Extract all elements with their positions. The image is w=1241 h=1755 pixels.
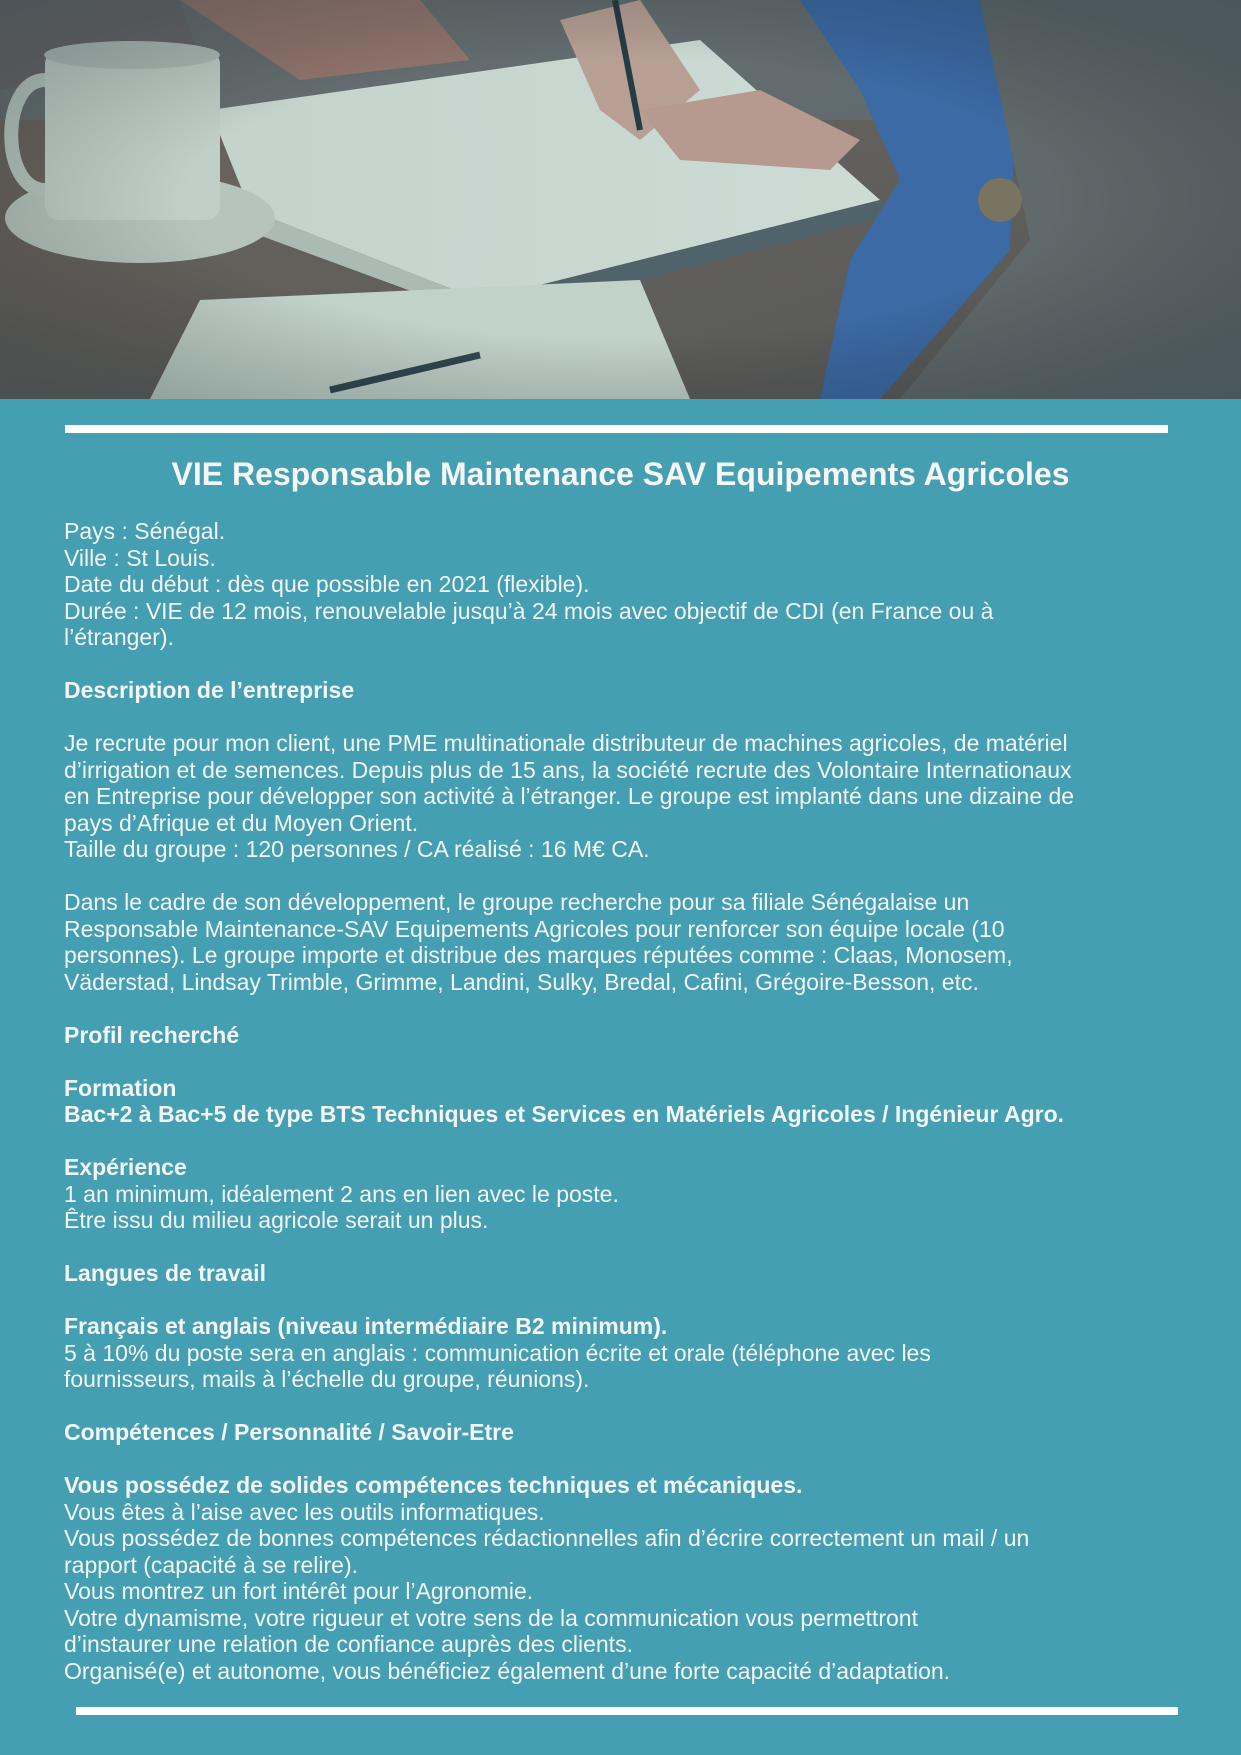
competences-line: Organisé(e) et autonome, vous bénéficiez également d’une forte capacité d’adaptation.: [64, 1657, 951, 1684]
job-description: [64, 518, 1174, 1684]
competences-line: Votre dynamisme, votre rigueur et votre sens de la communication vous permettront: [64, 1604, 918, 1631]
competences-line: Vous êtes à l’aise avec les outils informatiques.: [64, 1498, 545, 1525]
competences-line: d’instaurer une relation de confiance auprès des clients.: [64, 1631, 633, 1657]
competences-line: Vous montrez un fort intérêt pour l’Agronomie.: [64, 1578, 534, 1604]
description-line: d’irrigation et de semences. Depuis plus de 15 ans, la société recrute des Volontaire Internationaux: [64, 756, 1072, 783]
experience-line: Être issu du milieu agricole serait un plus.: [64, 1207, 489, 1233]
subheading-experience: Expérience: [64, 1154, 187, 1180]
section-heading-langues: Langues de travail: [64, 1260, 266, 1286]
section-heading-competences: Compétences / Personnalité / Savoir-Etre: [64, 1419, 514, 1445]
description-line: personnes). Le groupe importe et distribue des marques réputées comme : Claas, Monosem,: [64, 942, 1013, 968]
langues-line: 5 à 10% du poste sera en anglais : communication écrite et orale (téléphone avec les: [64, 1339, 931, 1366]
section-heading-profil: Profil recherché: [64, 1021, 240, 1048]
top-divider: [65, 425, 1168, 433]
description-line: Dans le cadre de son développement, le groupe recherche pour sa filiale Sénégalaise un: [64, 889, 970, 915]
langues-bold-line: Français et anglais (niveau intermédiaire B2 minimum).: [64, 1313, 668, 1339]
desk-scene-illustration: [0, 0, 1241, 399]
competences-line: rapport (capacité à se relire).: [64, 1551, 359, 1578]
description-line: Je recrute pour mon client, une PME multinationale distributeur de machines agricoles, de matériel: [64, 730, 1068, 756]
info-pays: Pays : Sénégal.: [64, 518, 226, 544]
section-heading-description: Description de l’entreprise: [64, 677, 355, 703]
bottom-divider: [76, 1707, 1178, 1715]
langues-line: fournisseurs, mails à l’échelle du groupe, réunions).: [64, 1366, 590, 1392]
info-ville: Ville : St Louis.: [64, 544, 216, 571]
formation-text: Bac+2 à Bac+5 de type BTS Techniques et Services en Matériels Agricoles / Ingénieur Agro.: [64, 1101, 1065, 1127]
info-date: Date du début : dès que possible en 2021 (flexible).: [64, 571, 590, 597]
info-duree-line-1: Durée : VIE de 12 mois, renouvelable jusqu’à 24 mois avec objectif de CDI (en France ou à: [64, 597, 994, 624]
description-line: Responsable Maintenance-SAV Equipements Agricoles pour renforcer son équipe locale (10: [64, 915, 1005, 942]
description-line: pays d’Afrique et du Moyen Orient.: [64, 809, 419, 836]
info-duree-line-2: l’étranger).: [64, 624, 174, 650]
competences-bold-line: Vous possédez de solides compétences techniques et mécaniques.: [64, 1472, 803, 1498]
description-line: Taille du groupe : 120 personnes / CA réalisé : 16 M€ CA.: [64, 836, 650, 862]
description-line: en Entreprise pour développer son activité à l’étranger. Le groupe est implanté dans une dizaine de: [64, 783, 1075, 809]
subheading-formation: Formation: [64, 1074, 177, 1101]
header-photo: [0, 0, 1241, 399]
page-title: VIE Responsable Maintenance SAV Equipements Agricoles: [171, 456, 1070, 492]
description-line: Väderstad, Lindsay Trimble, Grimme, Landini, Sulky, Bredal, Cafini, Grégoire-Besson, etc.: [64, 968, 979, 995]
competences-line: Vous possédez de bonnes compétences rédactionnelles afin d’écrire correctement un mail / un: [64, 1525, 1030, 1551]
experience-line: 1 an minimum, idéalement 2 ans en lien avec le poste.: [64, 1180, 619, 1207]
